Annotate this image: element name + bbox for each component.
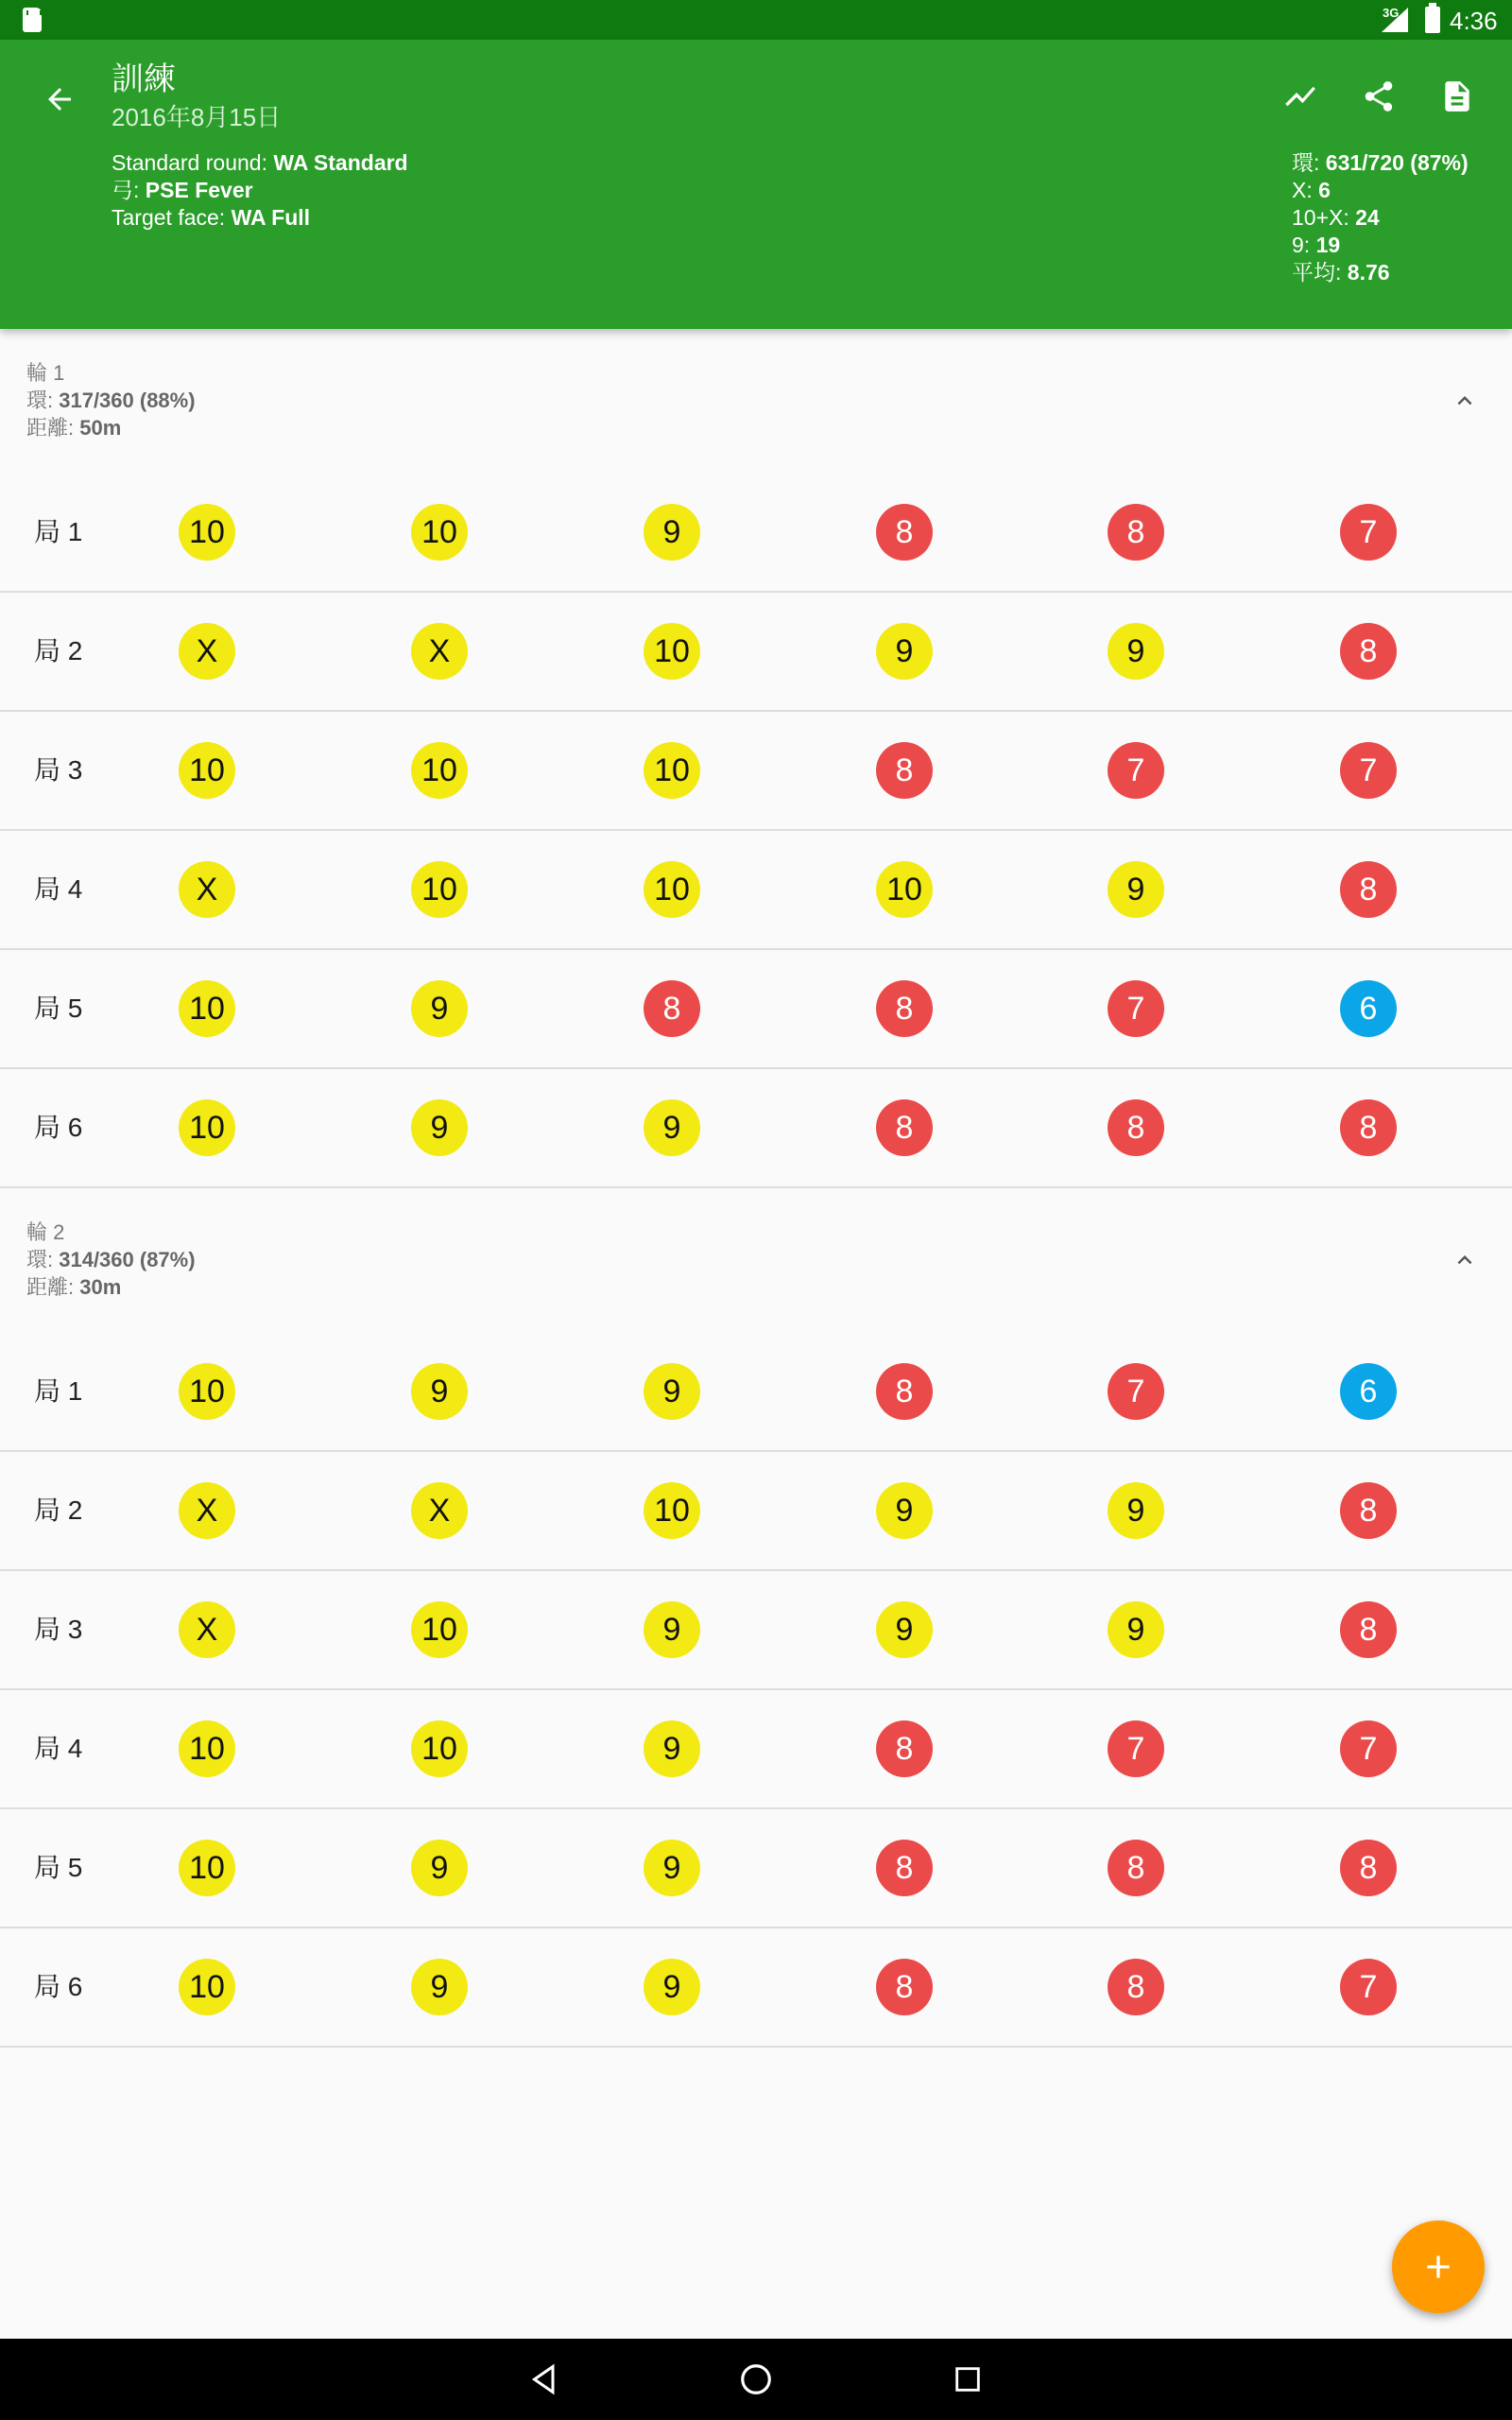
end-label: 局 5 [34,994,83,1023]
arrow-score: 10 [179,1959,235,2015]
stat-score: 環: 631/720 (87%) [1292,150,1469,175]
arrow-score: 8 [1340,1840,1397,1896]
arrow-score: 9 [644,504,700,561]
arrow-score: 10 [644,742,700,799]
end-row[interactable] [0,592,1512,712]
end-label: 局 3 [34,755,83,785]
info-target-face: Target face: WA Full [112,205,311,230]
arrow-score: 8 [1340,623,1397,680]
back-button[interactable] [28,68,91,130]
arrow-score: 8 [1108,504,1164,561]
stat-10x-count: 10+X: 24 [1292,205,1380,230]
arrow-score: 8 [1340,1099,1397,1156]
arrow-score: 8 [876,1099,933,1156]
round-score: 環: 314/360 (87%) [26,1248,196,1271]
round-distance: 距離: 50m [26,416,122,440]
end-row[interactable] [0,1570,1512,1690]
arrow-score: 10 [179,742,235,799]
nav-recents-button[interactable] [939,2351,996,2408]
arrow-score: 7 [1108,980,1164,1037]
end-row[interactable] [0,473,1512,593]
nav-home-button[interactable] [728,2351,784,2408]
system-nav-bar [0,2339,1512,2420]
arrow-score: 9 [644,1959,700,2015]
arrow-score: X [179,1482,235,1539]
arrow-score: 10 [876,861,933,918]
document-icon [1439,78,1475,114]
arrow-score: X [179,861,235,918]
arrow-score: 6 [1340,980,1397,1037]
arrow-score: 9 [1108,1601,1164,1658]
add-icon [1419,2248,1457,2286]
collapse-round-2-button[interactable] [1436,1232,1493,1288]
arrow-score: 9 [411,1099,468,1156]
battery-icon [1425,7,1440,33]
arrow-score: X [179,623,235,680]
nav-recents-icon [952,2363,984,2395]
end-label: 局 4 [34,1734,83,1763]
arrow-score: 9 [644,1720,700,1777]
stat-average: 平均: 8.76 [1292,260,1390,285]
network-type: 3G [1383,6,1400,20]
arrow-score: 7 [1340,504,1397,561]
round-title: 輪 1 [26,361,65,385]
end-label: 局 6 [34,1972,83,2001]
end-label: 局 3 [34,1615,83,1644]
arrow-score: 8 [876,1959,933,2015]
arrow-score: 9 [644,1601,700,1658]
arrow-score: X [411,1482,468,1539]
round-1-header[interactable] [0,340,1512,454]
arrow-score: 9 [876,1482,933,1539]
arrow-score: 10 [179,980,235,1037]
arrow-score: 9 [876,623,933,680]
end-label: 局 4 [34,874,83,904]
arrow-score: 10 [179,504,235,561]
arrow-score: 8 [1340,1601,1397,1658]
arrow-score: 10 [179,1099,235,1156]
app-bar [0,40,1512,329]
end-row[interactable] [0,830,1512,950]
arrow-score: 7 [1108,742,1164,799]
round-title: 輪 2 [26,1220,65,1244]
end-row[interactable] [0,1068,1512,1188]
arrow-score: 8 [876,1363,933,1420]
round-distance: 距離: 30m [26,1275,122,1299]
arrow-score: 9 [644,1363,700,1420]
session-date: 2016年8月15日 [112,103,282,131]
arrow-score: 10 [411,504,468,561]
arrow-score: 10 [179,1363,235,1420]
arrow-score: 8 [1108,1840,1164,1896]
arrow-score: 8 [876,980,933,1037]
round-score: 環: 317/360 (88%) [26,389,196,412]
info-bow: 弓: PSE Fever [112,178,253,202]
arrow-score: 9 [876,1601,933,1658]
status-bar [0,0,1512,40]
arrow-score: 8 [1340,861,1397,918]
arrow-score: 10 [179,1720,235,1777]
arrow-score: 7 [1340,1959,1397,2015]
arrow-score: X [179,1601,235,1658]
arrow-score: 10 [644,861,700,918]
arrow-score: 9 [644,1099,700,1156]
statistics-button[interactable] [1272,68,1329,125]
add-end-button[interactable] [1392,2221,1485,2313]
arrow-score: 7 [1340,1720,1397,1777]
arrow-score: 7 [1108,1720,1164,1777]
chevron-up-icon [1451,1246,1479,1274]
end-label: 局 1 [34,517,83,546]
end-label: 局 5 [34,1853,83,1882]
arrow-score: 8 [876,1840,933,1896]
arrow-score: 9 [1108,1482,1164,1539]
end-row[interactable] [0,1689,1512,1809]
end-label: 局 6 [34,1113,83,1142]
arrow-score: 9 [411,1363,468,1420]
nav-back-button[interactable] [516,2351,573,2408]
end-row[interactable] [0,711,1512,831]
arrow-score: 10 [179,1840,235,1896]
clock: 4:36 [1450,7,1498,35]
nav-home-icon [738,2361,774,2397]
arrow-score: X [411,623,468,680]
round-2-header[interactable] [0,1200,1512,1313]
arrow-score: 10 [411,1720,468,1777]
arrow-score: 8 [644,980,700,1037]
arrow-score: 8 [1340,1482,1397,1539]
arrow-score: 9 [644,1840,700,1896]
end-row[interactable] [0,1451,1512,1571]
end-row[interactable] [0,1808,1512,1928]
arrow-score: 7 [1340,742,1397,799]
arrow-score: 10 [411,1601,468,1658]
end-row[interactable] [0,949,1512,1069]
arrow-score: 10 [644,623,700,680]
arrow-score: 10 [411,742,468,799]
page-title: 訓練 [112,61,176,97]
arrow-score: 8 [1108,1099,1164,1156]
arrow-score: 9 [411,980,468,1037]
share-icon [1361,78,1397,114]
chevron-up-icon [1451,387,1479,415]
arrow-score: 8 [876,504,933,561]
arrow-score: 9 [1108,623,1164,680]
arrow-score: 8 [876,742,933,799]
info-standard-round: Standard round: WA Standard [112,150,408,175]
arrow-score: 8 [1108,1959,1164,2015]
nav-back-icon [527,2362,561,2396]
end-label: 局 2 [34,636,83,666]
statistics-chart-icon [1282,78,1318,114]
arrow-score: 10 [644,1482,700,1539]
arrow-score: 6 [1340,1363,1397,1420]
end-row[interactable] [0,1927,1512,2048]
collapse-round-1-button[interactable] [1436,372,1493,429]
arrow-score: 9 [411,1840,468,1896]
end-row[interactable] [0,1332,1512,1452]
report-button[interactable] [1429,68,1486,125]
stat-9-count: 9: 19 [1292,233,1341,257]
back-arrow-icon [43,82,77,116]
arrow-score: 7 [1108,1363,1164,1420]
arrow-score: 8 [876,1720,933,1777]
end-label: 局 1 [34,1376,83,1406]
session-stats [1292,149,1469,286]
share-button[interactable] [1350,68,1407,125]
end-label: 局 2 [34,1495,83,1525]
arrow-score: 10 [411,861,468,918]
session-info [112,149,408,232]
arrow-score: 9 [1108,861,1164,918]
stat-x-count: X: 6 [1292,178,1331,202]
sd-card-icon [23,8,42,32]
arrow-score: 9 [411,1959,468,2015]
